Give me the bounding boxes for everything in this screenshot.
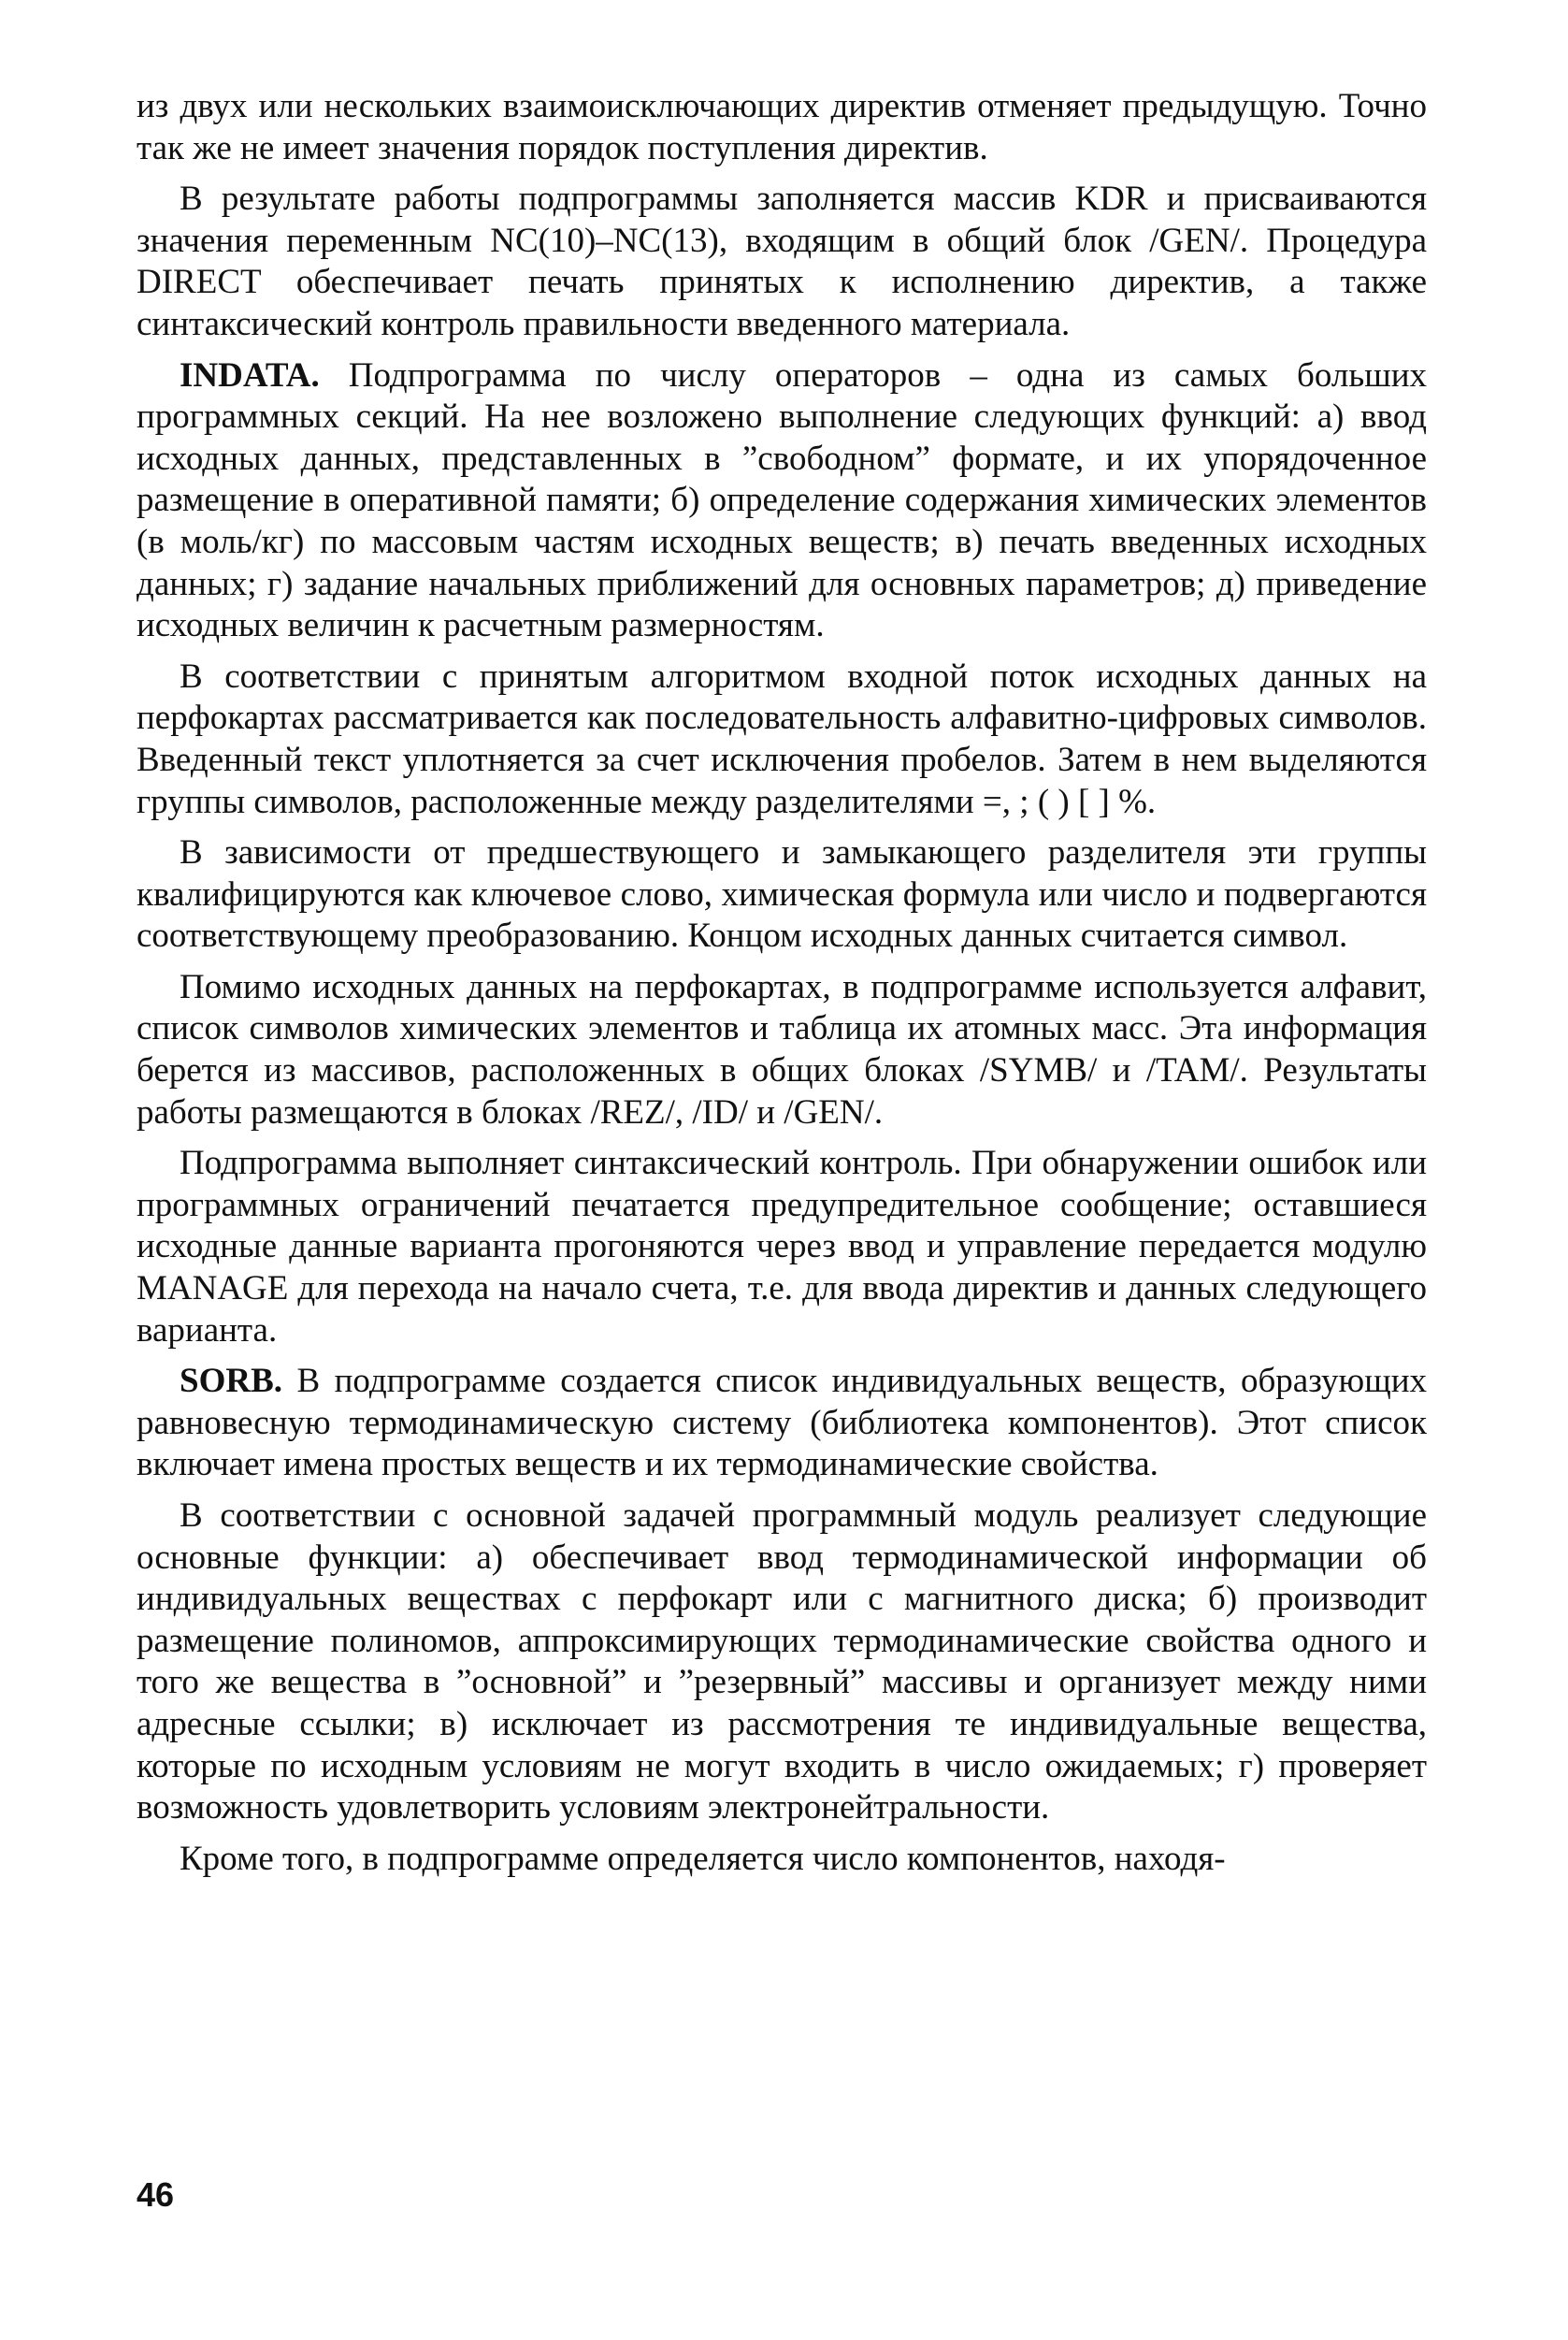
- paragraph-continuation: [137, 86, 1427, 169]
- section-lead-sorb: SORB.: [180, 1362, 283, 1401]
- paragraph-text: В соответствии с основной задачей программный модуль реализует следующие основные функции: а) обеспечивает ввод термодинамической информации об индивидуальных веществах с перфокарт или с магнитного диска; б) производит размещение полиномов, аппроксимирующих термодинамические свойства одного и того же вещества в ”основной” и ”резервный” массивы и организует между ними адресные ссылки; в) исключает из рассмотрения те индивидуальные вещества, которые по исходным условиям не могут входить в число ожидаемых; г) проверяет возможность удовлетворить условиям электронейтральности.: [137, 1496, 1427, 1827]
- paragraph-indata: [137, 355, 1427, 647]
- page-body: [137, 86, 1427, 1889]
- paragraph-text: В результате работы подпрограммы заполняется массив KDR и присваиваются значения переменным NC(10)–NC(13), входящим в общий блок /GEN/. Процедура DIRECT обеспечивает печать принятых к исполнению директив, а также синтаксический контроль правильности введенного материала.: [137, 180, 1427, 343]
- paragraph-sorb: [137, 1361, 1427, 1486]
- paragraph-module-functions: [137, 1495, 1427, 1829]
- paragraph-text: В зависимости от предшествующего и замыкающего разделителя эти группы квалифицируются как ключевое слово, химическая формула или число и подвергаются соответствующему преобразованию. Концом исходных данных считается символ.: [137, 833, 1427, 956]
- paragraph-text: из двух или нескольких взаимоисключающих директив отменяет предыдущую. Точно так же не имеет значения порядок поступления директив.: [137, 87, 1427, 167]
- paragraph-text: Помимо исходных данных на перфокартах, в подпрограмме используется алфавит, список символов химических элементов и таблица их атомных масс. Эта информация берется из массивов, расположенных в общих блоках /SYMB/ и /TAM/. Результаты работы размещаются в блоках /REZ/, /ID/ и /GEN/.: [137, 967, 1427, 1132]
- section-lead-indata: INDATA.: [180, 355, 320, 395]
- page-number: 46: [137, 2175, 175, 2214]
- paragraph-common-blocks: [137, 967, 1427, 1134]
- paragraph-text: Подпрограмма выполняет синтаксический контроль. При обнаружении ошибок или программных ограничений печатается предупредительное сообщение; оставшиеся исходные данные варианта прогоняются через ввод и управление передается модулю MANAGE для перехода на начало счета, т.е. для ввода директив и данных следующего варианта.: [137, 1144, 1427, 1350]
- paragraph-text: Кроме того, в подпрограмме определяется число компонентов, находя-: [180, 1839, 1226, 1878]
- paragraph-input-stream: [137, 657, 1427, 823]
- paragraph-syntax-control: [137, 1143, 1427, 1351]
- paragraph-kdr-result: [137, 179, 1427, 345]
- paragraph-component-count: [137, 1839, 1427, 1881]
- paragraph-text: В соответствии с принятым алгоритмом входной поток исходных данных на перфокартах рассматривается как последовательность алфавитно-цифровых символов. Введенный текст уплотняется за счет исключения пробелов. Затем в нем выделяются группы символов, расположенные между разделителями =, ; ( ) [ ] %.: [137, 657, 1427, 821]
- paragraph-text: Подпрограмма по числу операторов – одна из самых больших программных секций. На нее возложено выполнение следующих функций: а) ввод исходных данных, представленных в ”свободном” формате, и их упорядоченное размещение в оперативной памяти; б) определение содержания химических элементов (в моль/кг) по массовым частям исходных веществ; в) печать введенных исходных данных; г) задание начальных приближений для основных параметров; д) приведение исходных величин к расчетным размерностям.: [137, 355, 1427, 645]
- paragraph-delimiters: [137, 832, 1427, 958]
- paragraph-text: В подпрограмме создается список индивидуальных веществ, образующих равновесную термодинамическую систему (библиотека компонентов). Этот список включает имена простых веществ и их термодинамические свойства.: [137, 1362, 1427, 1484]
